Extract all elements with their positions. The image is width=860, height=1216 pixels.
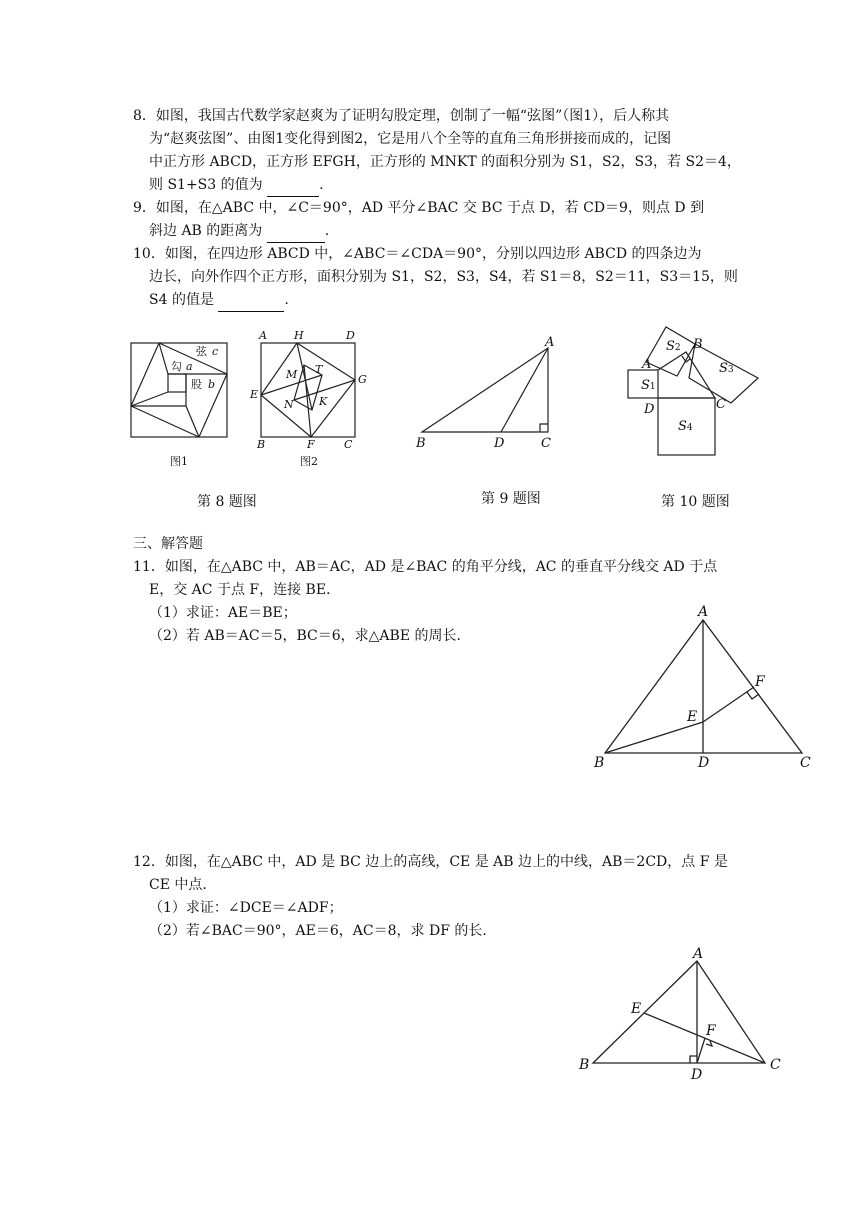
fig12-label-A: A [693,946,704,962]
q8-answer-blank[interactable] [267,174,319,197]
fig11-label-D: D [698,755,710,771]
q8-line4-post: . [319,177,324,193]
q9-line1: 9．如图，在△ABC 中，∠C＝90°，AD 平分∠BAC 交 BC 于点 D，若 CD＝9，则点 D 到 [133,200,705,216]
fig9-right-angle-C [540,424,548,432]
fig8-label-F: F [307,438,315,451]
q12-line1: 12．如图，在△ABC 中，AD 是 BC 边上的高线，CE 是 AB 边上的中线，AB＝2CD，点 F 是 [133,854,728,870]
fig11-segment-BE [605,722,703,753]
fig8-label-T: T [315,363,323,376]
fig12-right-angle-D [690,1056,697,1063]
fig10-label-S4: S4 [678,419,693,434]
fig9-bisector-AD [501,348,548,432]
fig12-label-D: D [691,1067,703,1083]
fig9-label-A: A [545,335,555,350]
fig9-triangle-ABC [422,348,548,432]
fig8-label-H: H [294,329,304,342]
q10-line3-pre: S4 的值是 [149,292,214,308]
fig8-label-c: c [212,345,219,358]
fig12-label-F: F [706,1023,716,1039]
fig8-label-N: N [284,398,294,411]
q8-line4 [149,174,324,197]
fig8-label-G: G [358,373,367,386]
q8-line2: 为“赵爽弦图”、由图1变化得到图2，它是用八个全等的直角三角形拼接而成的，记图 [149,131,672,147]
q12-part1: （1）求证：∠DCE＝∠ADF； [149,900,343,916]
fig10-label-B: B [693,337,703,352]
q8-line1: 8．如图，我国古代数学家赵爽为了证明勾股定理，创制了一幅“弦图”（图1），后人称其 [133,108,670,124]
q10-line1: 10．如图，在四边形 ABCD 中，∠ABC＝∠CDA＝90°，分别以四边形 ABCD 的四条边为 [133,246,702,262]
q9-line2 [149,220,329,243]
fig9-caption: 第 9 题图 [481,491,541,507]
q9-line2-pre: 斜边 AB 的距离为 [149,223,263,239]
fig12-segment-DF [697,1038,705,1063]
fig8-sub2-caption: 图2 [300,455,318,468]
fig8-label-M: M [286,368,298,381]
fig8-label-B: B [257,438,266,451]
fig9-label-B: B [416,436,426,451]
fig10-label-S3: S3 [719,361,734,376]
fig8-label-gu: 股 [191,378,202,391]
figure-11 [590,600,820,775]
q9-answer-blank[interactable] [267,220,325,243]
q11-line2: E，交 AC 于点 F，连接 BE． [149,582,341,598]
fig8-caption: 第 8 题图 [197,494,257,510]
q10-answer-blank[interactable] [218,289,284,312]
figure-10 [622,322,772,462]
q12-part2: （2）若∠BAC＝90°，AE＝6，AC＝8，求 DF 的长． [149,923,497,939]
fig8-sub1-caption: 图1 [170,455,188,468]
fig10-label-C: C [716,397,726,412]
fig10-label-A: A [642,357,652,372]
fig8-label-C: C [344,438,353,451]
fig12-label-E: E [631,1001,642,1017]
figure-12 [575,945,790,1085]
fig10-caption: 第 10 题图 [661,494,730,510]
q8-line4-pre: 则 S1+S3 的值为 [149,177,263,193]
fig9-label-C: C [541,436,551,451]
fig8-label-D: D [346,329,355,342]
fig11-label-F: F [755,674,765,690]
fig10-label-S2: S2 [666,339,681,354]
q8-line3: 中正方形 ABCD，正方形 EFGH，正方形的 MNKT 的面积分别为 S1，S2，S3，若 S2＝4， [149,154,741,170]
fig8-label-a: a [186,360,193,373]
fig8-label-E: E [250,388,259,401]
fig11-label-A: A [698,604,709,620]
fig8-1-center-square [168,374,186,392]
q10-line2: 边长，向外作四个正方形，面积分别为 S1，S2，S3，S4，若 S1＝8，S2＝11，S3＝15，则 [149,269,738,285]
fig8-label-K: K [319,395,328,408]
fig9-label-D: D [494,436,505,451]
fig12-right-angle-F [706,1041,712,1046]
fig8-label-xian: 弦 [196,345,207,358]
fig11-label-C: C [800,755,811,771]
fig12-label-C: C [770,1057,781,1073]
fig10-label-D: D [644,402,655,417]
fig8-label-b: b [208,378,216,391]
figure-8 [120,325,380,475]
figure-9 [410,330,570,455]
q12-line2: CE 中点． [149,877,217,893]
q11-part2: （2）若 AB＝AC＝5，BC＝6，求△ABE 的周长． [149,628,471,644]
q11-line1: 11．如图，在△ABC 中，AB＝AC，AD 是∠BAC 的角平分线，AC 的垂直平分线交 AD 于点 [133,559,718,575]
fig11-label-E: E [687,709,698,725]
fig8-label-A: A [259,329,267,342]
fig12-label-B: B [579,1057,590,1073]
q9-line2-post: . [324,223,330,239]
fig12-triangle-ABC [593,961,765,1063]
fig8-label-gou: 勾 [171,360,182,373]
fig11-perp-bisector-EF [703,687,754,722]
section-heading: 三、解答题 [133,536,203,552]
q10-line3-post: . [284,292,289,308]
fig11-label-B: B [594,755,605,771]
q11-part1: （1）求证：AE＝BE； [149,605,297,621]
fig10-label-S1: S1 [641,378,656,393]
q10-line3 [149,289,289,312]
